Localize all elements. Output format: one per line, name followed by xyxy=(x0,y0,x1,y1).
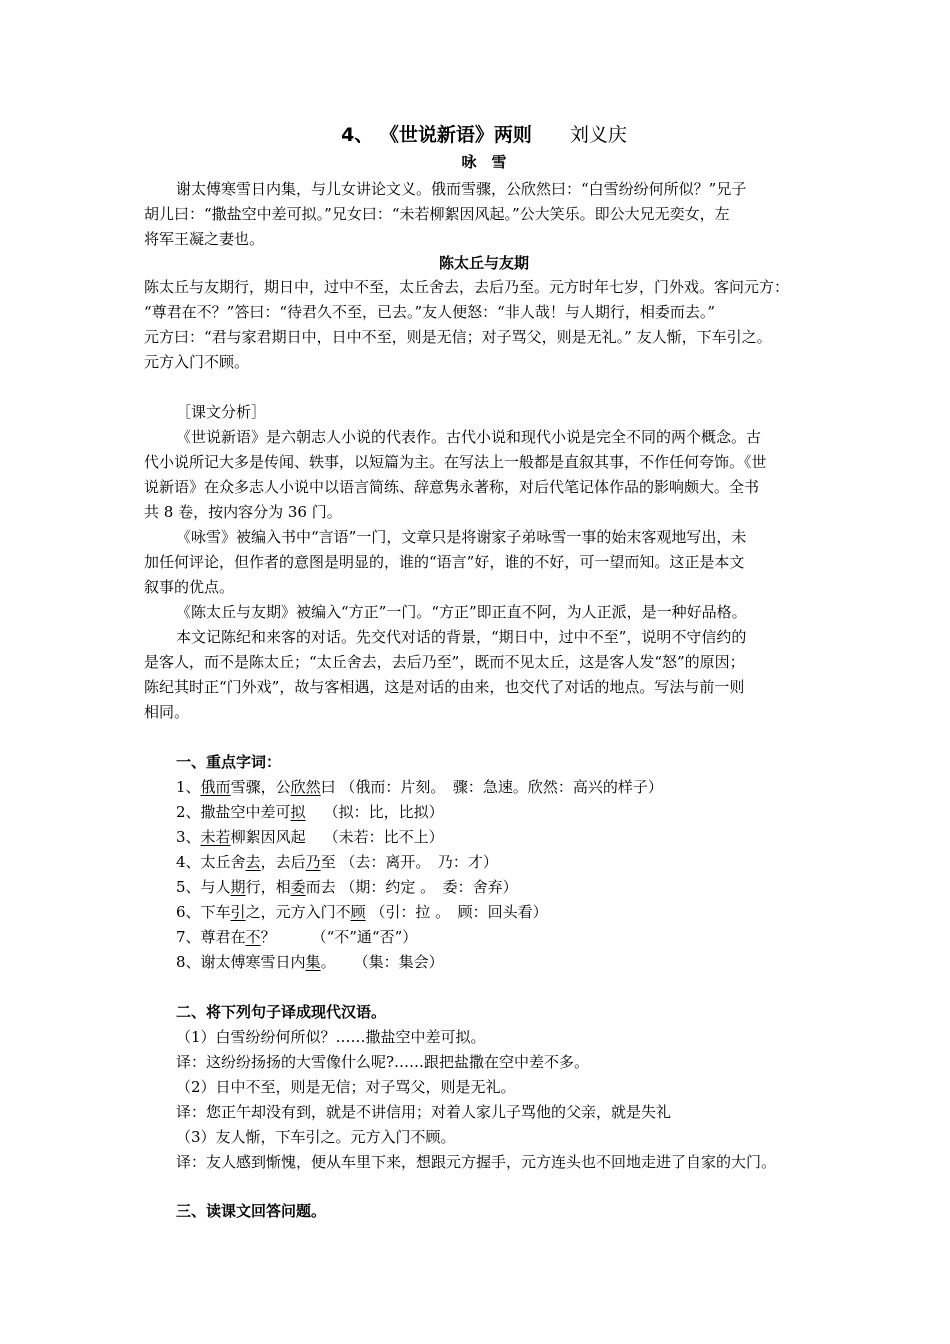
poem2-line: 陈太丘与友期行，期日中，过中不至，太丘舍去，去后乃至。元方时年七岁，门外戏。客问元方： xyxy=(144,278,790,296)
analysis-line: 本文记陈纪和来客的对话。先交代对话的背景，“期日中，过中不至”，说明不守信约的 xyxy=(176,628,747,646)
translation-line: （1）白雪纷纷何所似？……撒盐空中差可拟。 xyxy=(176,1028,486,1046)
vocab-item: 4、太丘舍去，去后乃至 （去：离开。 乃：才） xyxy=(176,853,498,871)
analysis-line: 叙事的优点。 xyxy=(144,578,235,596)
translation-line: （2）日中不至，则是无信；对子骂父，则是无礼。 xyxy=(176,1078,516,1096)
analysis-line: 加任何评论，但作者的意图是明显的，谁的“语言”好，谁的不好，可一望而知。这正是本文 xyxy=(144,553,745,571)
analysis-line: 代小说所记大多是传闻、轶事，以短篇为主。在写法上一般都是直叙其事，不作任何夸饰。《世 xyxy=(144,453,767,471)
analysis-line: 《陈太丘与友期》被编入“方正”一门。“方正”即正直不阿，为人正派，是一种好品格。 xyxy=(176,603,747,621)
poem2-line: “尊君在不？”答曰：“待君久不至，已去。”友人便怒：“非人哉！与人期行，相委而去。” xyxy=(144,303,716,321)
vocab-item: 7、尊君在不？ （“不”通“否”） xyxy=(176,928,418,946)
vocab-item: 1、俄而雪骤，公欣然曰 （俄而：片刻。 骤：急速。欣然：高兴的样子） xyxy=(176,778,663,796)
analysis-heading: ［课文分析］ xyxy=(176,403,267,421)
poem1-line: 谢太傅寒雪日内集，与儿女讲论文义。俄而雪骤，公欣然曰：“白雪纷纷何所似？”兄子 xyxy=(176,180,747,198)
section2-heading: 二、将下列句子译成现代汉语。 xyxy=(176,1003,387,1021)
poem2-heading: 陈太丘与友期 xyxy=(438,254,529,272)
vocab-item: 3、未若柳絮因风起 （未若：比不上） xyxy=(176,828,444,846)
title-text: 4、 《世说新语》两则 xyxy=(341,124,532,146)
poem2-line: 元方入门不顾。 xyxy=(144,353,250,371)
analysis-line: 陈纪其时正“门外戏”，故与客相遇，这是对话的由来，也交代了对话的地点。写法与前一则 xyxy=(144,678,745,696)
poem1-heading: 咏 雪 xyxy=(461,153,507,171)
translation-line: 译：这纷纷扬扬的大雪像什么呢?……跟把盐撒在空中差不多。 xyxy=(176,1053,590,1071)
translation-line: （3）友人惭，下车引之。元方入门不顾。 xyxy=(176,1128,456,1146)
vocab-item: 2、撒盐空中差可拟 （拟：比，比拟） xyxy=(176,803,444,821)
analysis-line: 《世说新语》是六朝志人小说的代表作。古代小说和现代小说是完全不同的两个概念。古 xyxy=(176,428,762,446)
vocab-item: 8、谢太傅寒雪日内集。 （集：集会） xyxy=(176,953,444,971)
analysis-line: 相同。 xyxy=(144,703,190,721)
analysis-line: 说新语》在众多志人小说中以语言简练、辞意隽永著称，对后代笔记体作品的影响颇大。全书 xyxy=(144,478,760,496)
analysis-line: 《咏雪》被编入书中“言语”一门，文章只是将谢家子弟咏雪一事的始末客观地写出，未 xyxy=(176,528,747,546)
translation-line: 译：您正午却没有到，就是不讲信用；对着人家儿子骂他的父亲，就是失礼 xyxy=(176,1103,672,1121)
section1-heading: 一、重点字词： xyxy=(176,753,282,771)
vocab-item: 6、下车引之，元方入门不顾 （引：拉 。 顾：回头看） xyxy=(176,903,548,921)
poem2-line: 元方曰：“君与家君期日中，日中不至，则是无信；对子骂父，则是无礼。” 友人惭，下车引之。 xyxy=(144,328,772,346)
author-name: 刘义庆 xyxy=(569,124,627,146)
translation-line: 译：友人感到惭愧，便从车里下来，想跟元方握手，元方连头也不回地走进了自家的大门。 xyxy=(176,1153,777,1171)
vocab-item: 5、与人期行，相委而去 （期：约定 。 委：舍弃） xyxy=(176,878,518,896)
analysis-line: 共 8 卷，按内容分为 36 门。 xyxy=(144,503,342,521)
analysis-line: 是客人，而不是陈太丘；“太丘舍去，去后乃至”，既而不见太丘，这是客人发“怒”的原因； xyxy=(144,653,745,671)
poem1-line: 胡儿曰：“撒盐空中差可拟。”兄女曰：“未若柳絮因风起。”公大笑乐。即公大兄无奕女，左 xyxy=(144,205,730,223)
poem1-line: 将军王凝之妻也。 xyxy=(144,230,265,248)
document-title xyxy=(144,124,824,146)
section3-heading: 三、读课文回答问题。 xyxy=(176,1202,327,1220)
